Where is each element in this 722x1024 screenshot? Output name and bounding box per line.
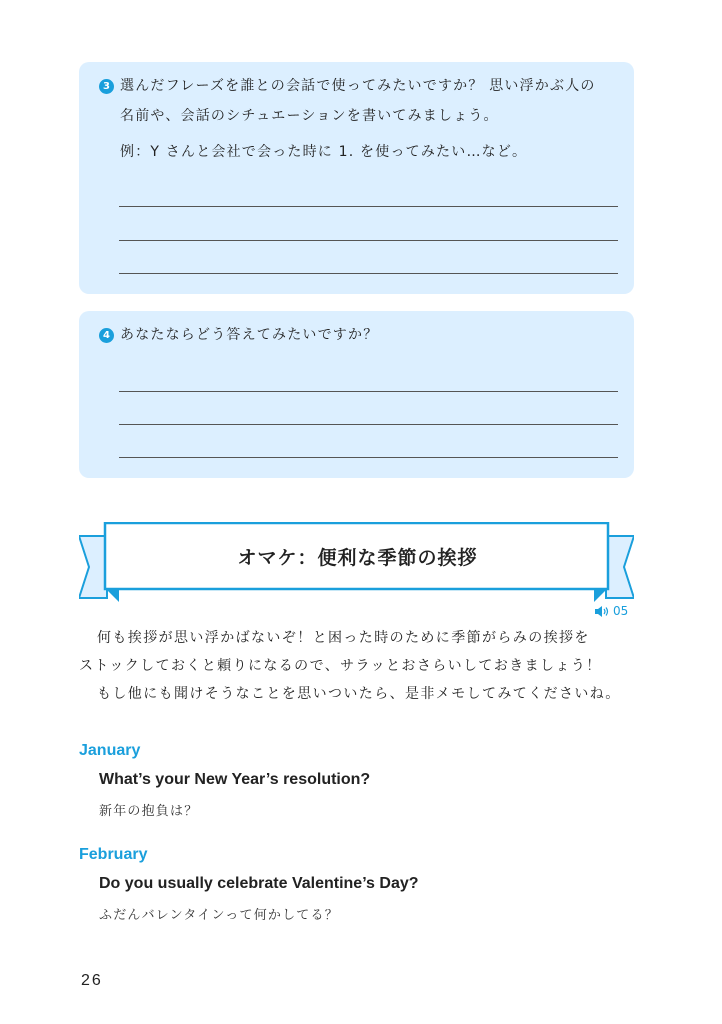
- question-3-line-2: 名前や、会話のシチュエーションを書いてみましょう。: [120, 108, 499, 124]
- answer-line: [119, 391, 618, 392]
- audio-track: [594, 604, 628, 618]
- greeting-english: What’s your New Year’s resolution?: [99, 771, 371, 788]
- question-3-box: [79, 62, 634, 294]
- answer-line: [119, 273, 618, 274]
- question-3-example: 例：Y さんと会社で会った時に 1. を使ってみたい…など。: [120, 144, 528, 160]
- month-heading-january: January: [79, 742, 141, 759]
- answer-line: [119, 424, 618, 425]
- answer-line: [119, 240, 618, 241]
- question-4-line: 4 あなたならどう答えてみたいですか？: [99, 321, 616, 349]
- intro-line-2: ストックしておくと頼りになるので、サラッとおさらいしておきましょう！: [79, 658, 602, 674]
- greeting-japanese: ふだんバレンタインって何かしてる？: [99, 908, 339, 923]
- month-heading-february: February: [79, 846, 148, 863]
- answer-line: [119, 206, 618, 207]
- question-3-number: 3: [99, 79, 114, 94]
- question-3-line-1: 3 選んだフレーズを誰との会話で使ってみたいですか？ 思い浮かぶ人の: [99, 72, 616, 100]
- speaker-icon: [594, 605, 610, 618]
- greeting-english: Do you usually celebrate Valentine’s Day?: [99, 875, 419, 892]
- question-4-number: 4: [99, 328, 114, 343]
- section-title: オマケ：便利な季節の挨拶: [237, 546, 478, 569]
- intro-line-3: もし他にも聞けそうなことを思いついたら、是非メモしてみてくださいね。: [97, 686, 621, 702]
- answer-line: [119, 457, 618, 458]
- page-number: 26: [81, 972, 103, 989]
- greeting-japanese: 新年の抱負は？: [99, 804, 199, 819]
- question-4-box: [79, 311, 634, 478]
- intro-line-1: 何も挨拶が思い浮かばないぞ！と困った時のために季節がらみの挨拶を: [97, 630, 590, 646]
- audio-track-number: 05: [613, 604, 629, 618]
